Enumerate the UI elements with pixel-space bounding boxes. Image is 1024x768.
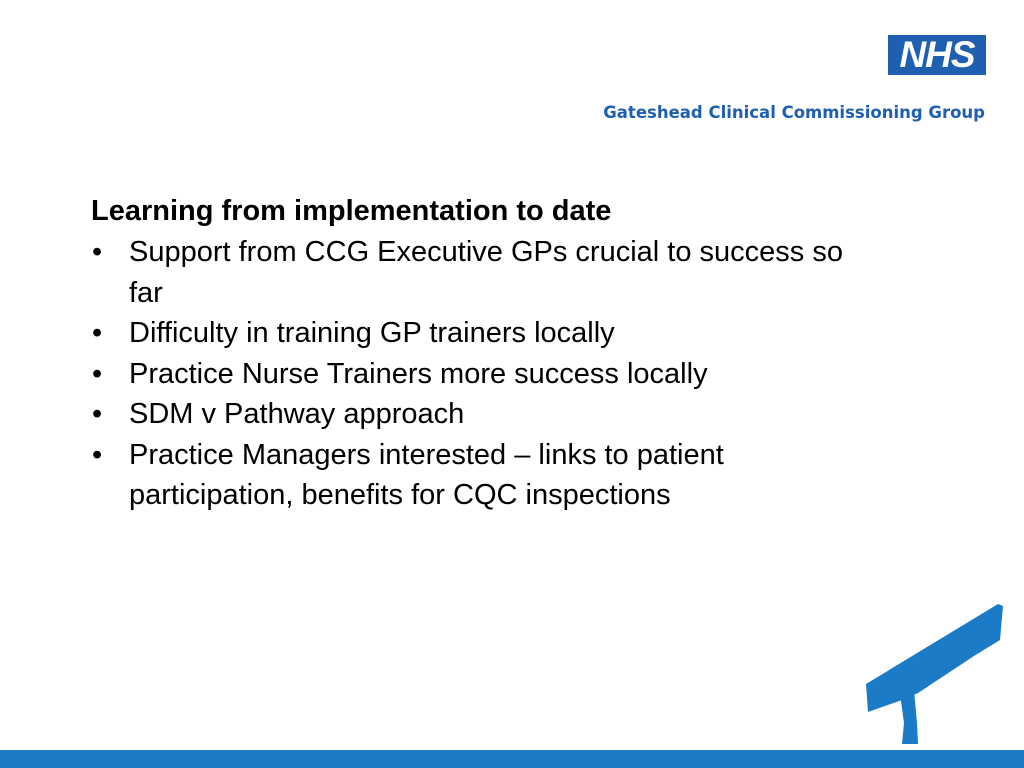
- bullet-marker: •: [92, 317, 103, 349]
- bullet-marker: •: [92, 438, 103, 471]
- slide-content: [91, 192, 851, 516]
- bottom-blue-band: [0, 750, 1024, 768]
- angel-of-the-north-graphic: [862, 598, 1004, 754]
- bullet-text: Support from CCG Executive GPs crucial to success so far: [129, 236, 843, 309]
- bullet-marker: •: [92, 357, 103, 390]
- bullet-item: [91, 354, 851, 395]
- bullet-text: Practice Managers interested – links to patient participation, benefits for CQC inspections: [129, 438, 724, 511]
- bullet-text: Difficulty in training GP trainers locally: [129, 317, 615, 349]
- bullet-text: Practice Nurse Trainers more success locally: [129, 357, 708, 390]
- bullet-marker: •: [92, 236, 103, 268]
- bullet-item: [91, 232, 851, 313]
- bullet-marker: •: [92, 398, 103, 430]
- angel-body-shape: [900, 690, 918, 744]
- slide-heading: Learning from implementation to date: [91, 195, 612, 227]
- bullet-item: [91, 394, 851, 435]
- bullet-item: [91, 435, 851, 516]
- bullet-item: [91, 313, 851, 354]
- bullet-list: [91, 232, 851, 516]
- bullet-text: SDM v Pathway approach: [129, 398, 465, 430]
- angel-head-shape: [903, 660, 913, 670]
- organisation-name: Gateshead Clinical Commissioning Group: [603, 103, 985, 122]
- angel-wings-shape: [866, 604, 1003, 712]
- nhs-logo-text: NHS: [899, 34, 975, 75]
- bottom-band-shape: [0, 750, 1024, 768]
- nhs-logo: [888, 35, 986, 75]
